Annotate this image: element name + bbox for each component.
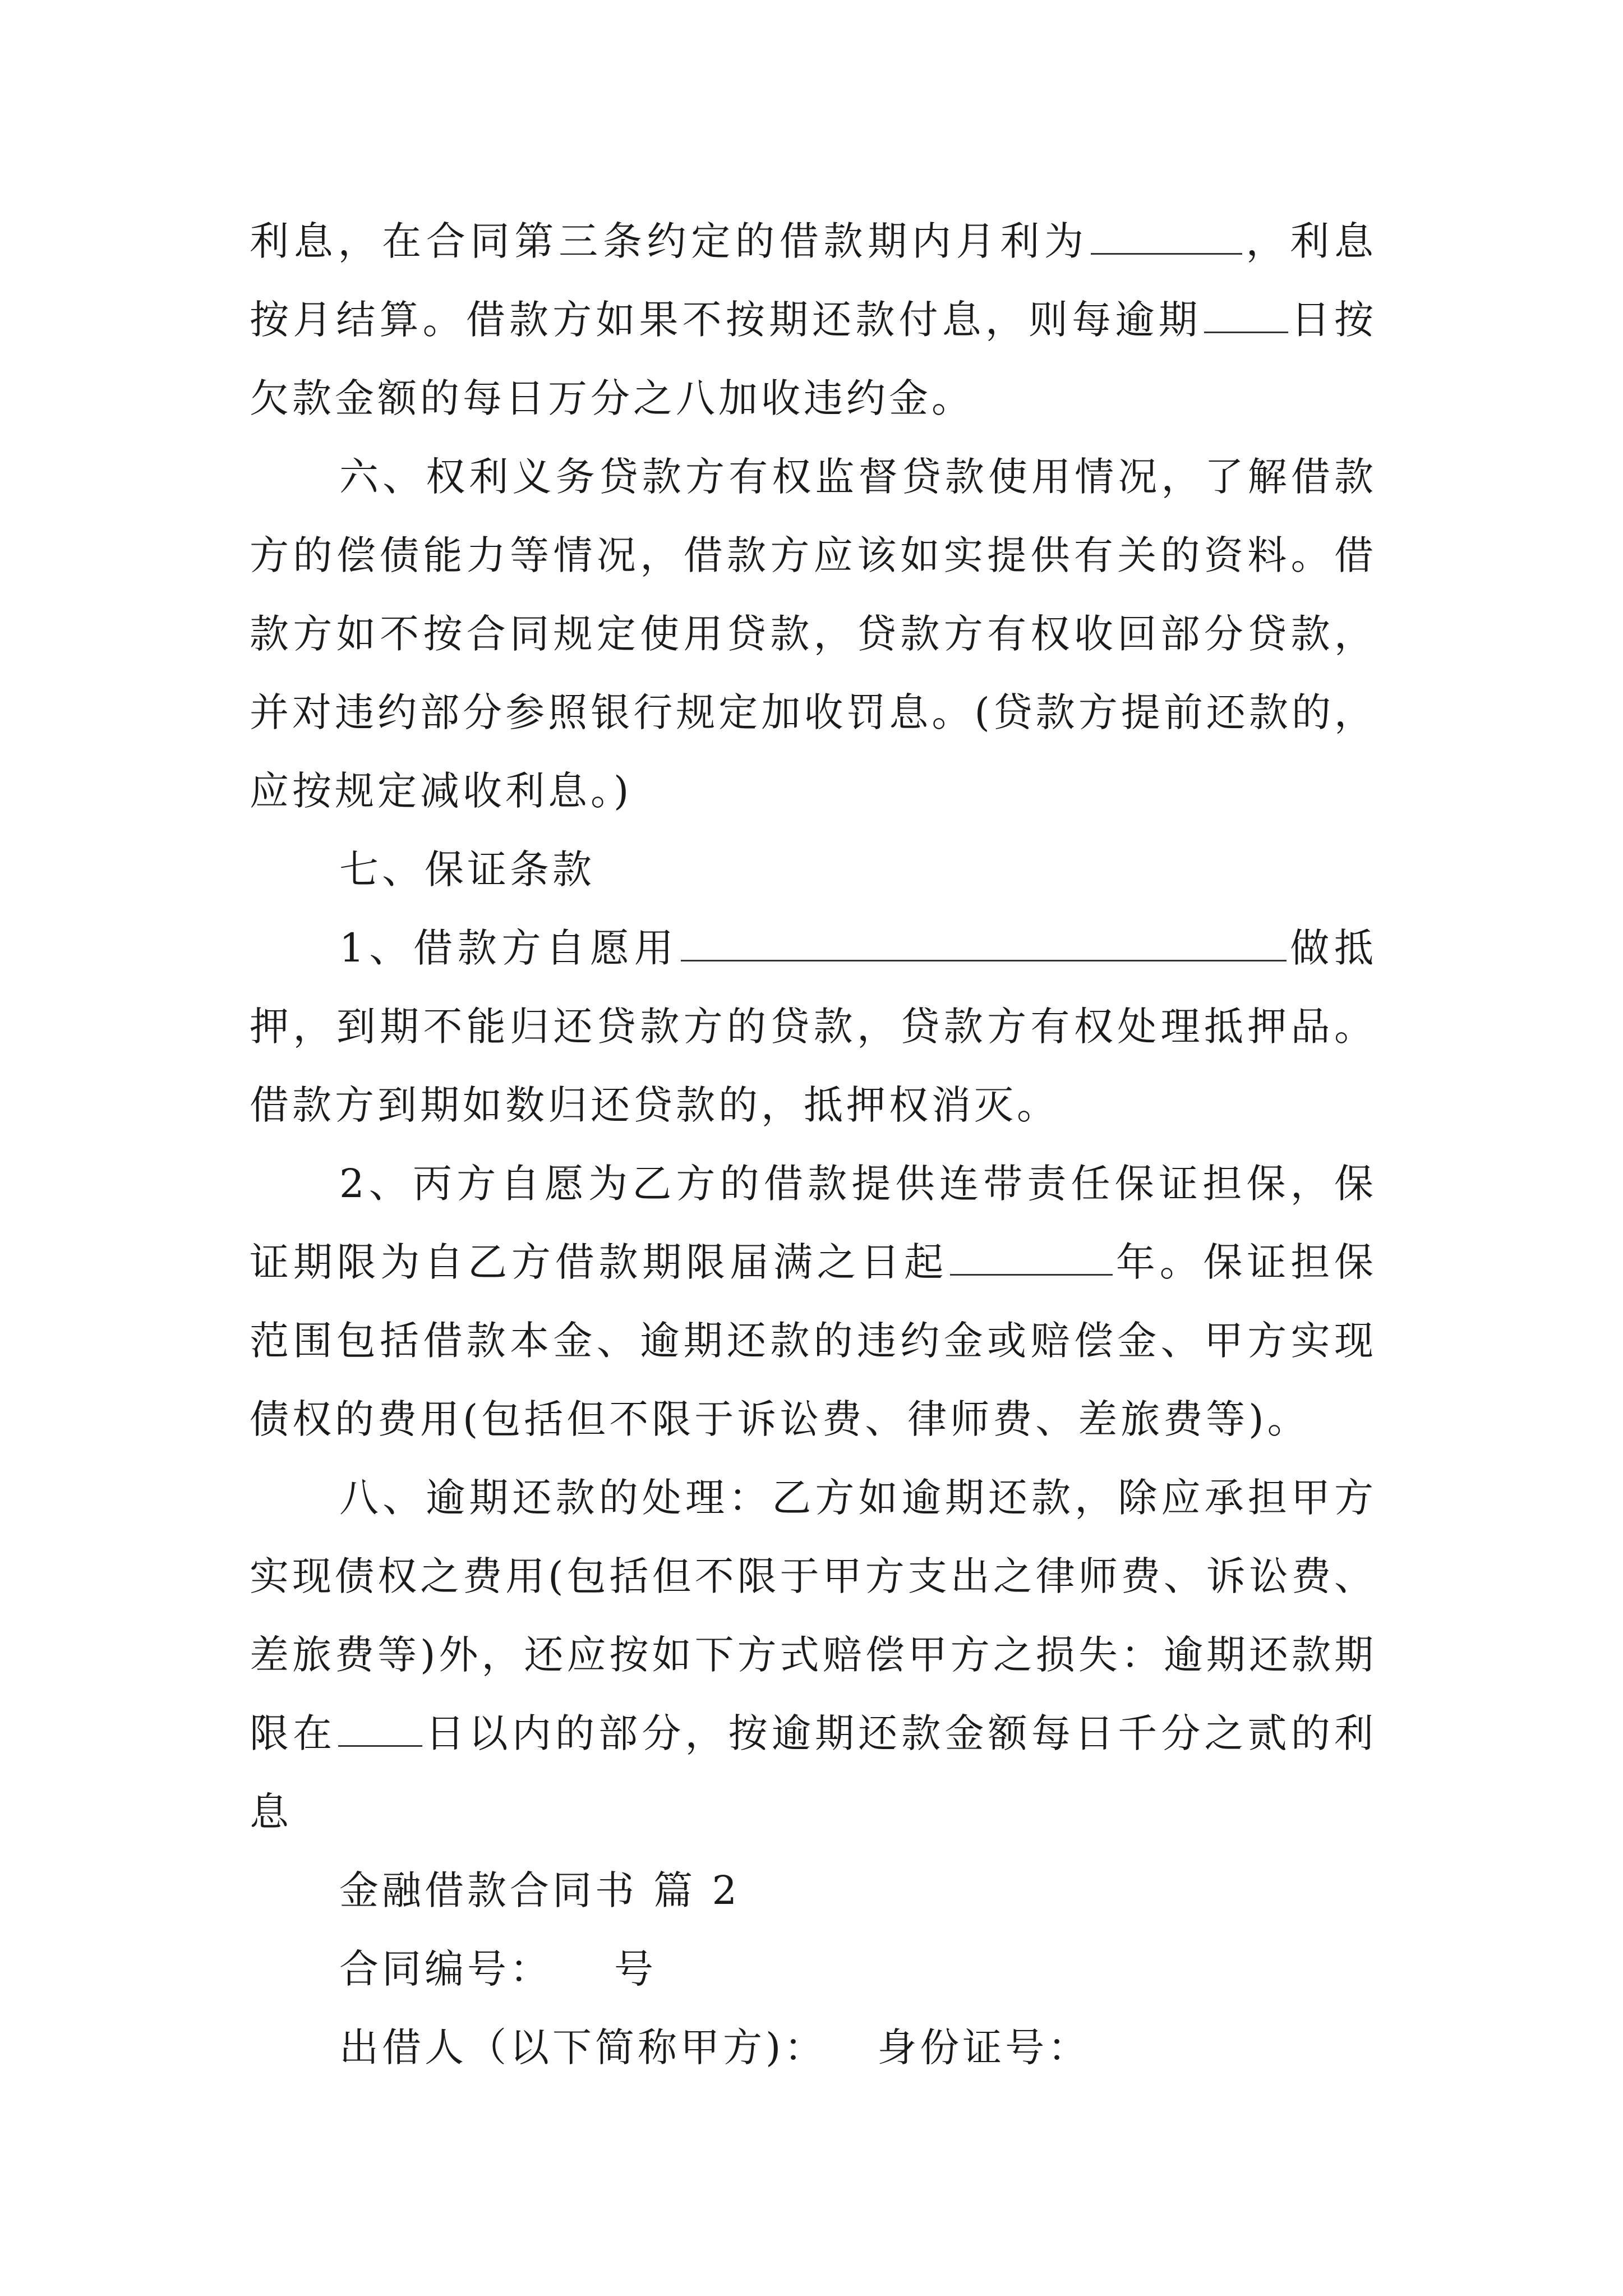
paragraph-guarantor — [250, 1144, 1377, 1458]
document-body — [250, 202, 1377, 2087]
contract-heading: 金融借款合同书 篇 2 — [339, 1867, 741, 1913]
collateral-text-1: 1、借款方自愿用 — [339, 925, 679, 971]
guarantor-text-2: 年。保证担保范围包括借款本金、逾期还款的违约金或赔偿金、甲方实现债权的费用(包括但不限于诉讼费、律师费、差旅费等)。 — [250, 1239, 1377, 1442]
interest-text-3: 日按欠款金额的每日万分之八加收违约金。 — [250, 297, 1377, 421]
monthly-rate-blank — [1091, 219, 1242, 255]
paragraph-overdue — [250, 1458, 1377, 1851]
interest-text-1: 利息，在合同第三条约定的借款期内月利为 — [250, 218, 1089, 264]
guarantor-text-1: 2、丙方自愿为乙方的借款提供连带责任保证担保，保证期限为自乙方借款期限届满之日起 — [250, 1161, 1377, 1285]
collateral-blank — [681, 926, 1287, 961]
interest-text-2: ，利息按月结算。借款方如果不按期还款付息，则每逾期 — [250, 218, 1377, 343]
paragraph-interest — [250, 202, 1377, 438]
paragraph-collateral — [250, 909, 1377, 1144]
collateral-text-2: 做抵押，到期不能归还贷款方的贷款，贷款方有权处理抵押品。借款方到期如数归还贷款的，抵押权消灭。 — [250, 925, 1377, 1128]
paragraph-rights-obligations: 六、权利义务贷款方有权监督贷款使用情况，了解借款方的偿债能力等情况，借款方应该如实提供有关的资料。借款方如不按合同规定使用贷款，贷款方有权收回部分贷款，并对违约部分参照银行规定加收罚息。(贷款方提前还款的，应按规定减收利息。) — [250, 454, 1377, 814]
lender-label: 出借人（以下简称甲方)： — [339, 2024, 827, 2070]
overdue-text-2: 日以内的部分，按逾期还款金额每日千分之贰的利息 — [250, 1710, 1377, 1835]
lender-line — [250, 2008, 1377, 2087]
contract-number-line — [250, 1930, 1377, 2008]
overdue-days-blank — [1204, 298, 1288, 333]
contract-number-label: 合同编号： — [339, 1946, 552, 1992]
overdue-period-blank — [338, 1711, 422, 1747]
guarantee-years-blank — [950, 1240, 1113, 1276]
id-number-label: 身份证号： — [877, 2024, 1091, 2070]
overdue-text-1: 八、逾期还款的处理：乙方如逾期还款，除应承担甲方实现债权之费用(包括但不限于甲方支出之律师费、诉讼费、差旅费等)外，还应按如下方式赔偿甲方之损失：逾期还款期限在 — [250, 1475, 1377, 1756]
contract-number-suffix: 号 — [614, 1946, 657, 1992]
section-heading-guarantee: 七、保证条款 — [339, 846, 595, 892]
